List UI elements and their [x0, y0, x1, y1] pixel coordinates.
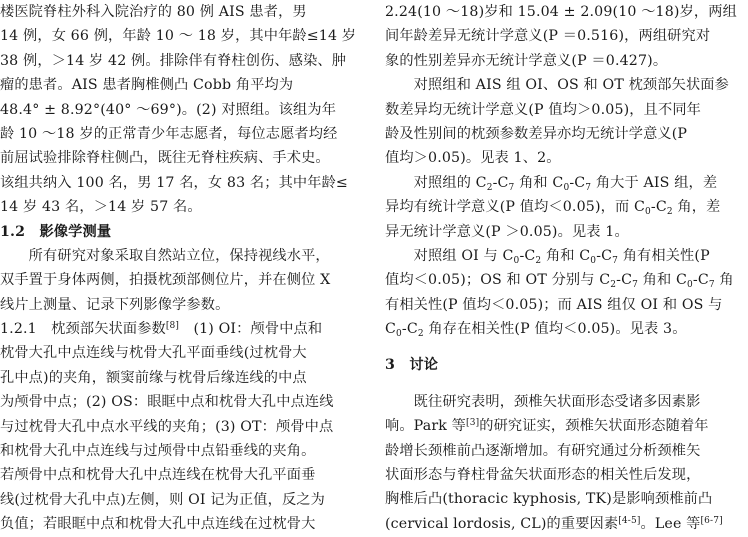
subscript: 2 — [610, 280, 617, 291]
text-line: 胸椎后凸(thoracic kyphosis, TK)是影响颈椎前凸 — [385, 491, 713, 508]
subscript: 2 — [486, 182, 493, 193]
section-heading: 3 讨论 — [385, 357, 439, 374]
subscript: 0 — [563, 182, 570, 193]
text-span: -C — [596, 247, 613, 264]
text-line — [385, 171, 747, 195]
text-line: 为颅骨中点；(2) OS：眼眶中点和枕骨大孔中点连线 — [0, 394, 334, 411]
right-column — [385, 0, 747, 536]
text-line: 有相关性(P 值均＜0.05)；而 AIS 组仅 OI 和 OS 与 — [385, 296, 723, 313]
text-line: 孔中点)的夹角，额窦前缘与枕骨后缘连线的中点 — [0, 369, 307, 386]
subscript: 2 — [535, 255, 542, 266]
subscript: 2 — [417, 329, 424, 340]
text-span: 异均有统计学意义(P 值均＜0.05)，而 C — [385, 199, 645, 216]
text-span: C — [385, 321, 397, 338]
text-span: 角大于 AIS 组，差 — [591, 174, 718, 191]
text-line: 枕骨大孔中点连线与枕骨大孔平面垂线(过枕骨大 — [0, 345, 307, 362]
citation-ref: [3] — [466, 418, 480, 429]
subscript: 7 — [585, 182, 592, 193]
section-gap — [385, 341, 747, 353]
text-line — [385, 414, 747, 438]
text-line: 间年龄差异无统计学意义(P ＝0.516)，两组研究对 — [385, 28, 711, 45]
text-span: 角，差 — [672, 199, 721, 216]
text-line: 和枕骨大孔中点连线与过颅骨中点铅垂线的夹角。 — [0, 443, 316, 460]
text-line: 14 例，女 66 例，年龄 10 ～ 18 岁，其中年龄≤14 岁 — [0, 28, 357, 45]
text-line: 所有研究对象采取自然站立位，保持视线水平， — [0, 247, 330, 264]
text-span: -C — [519, 247, 536, 264]
text-line: 数差异均无统计学意义(P 值均＞0.05)，且不同年 — [385, 101, 701, 118]
text-span: -C — [492, 174, 509, 191]
text-line: 瘤的患者。AIS 患者胸椎侧凸 Cobb 角平均为 — [0, 77, 294, 94]
text-line: 既往研究表明，颈椎矢状面形态受诸多因素影 — [385, 393, 701, 410]
subsection-heading: 1.2 影像学测量 — [0, 223, 112, 240]
text-span: 角和 C — [638, 272, 688, 289]
subscript: 0 — [590, 255, 597, 266]
text-line: 状面形态与脊柱骨盆矢状面形态的相关性后发现， — [385, 467, 701, 484]
text-span: 角和 C — [541, 247, 591, 264]
text-span: 的研究证实，颈椎矢状面形态随着年 — [479, 418, 709, 435]
text-line: 该组共纳入 100 名，男 17 名，女 83 名；其中年龄≤ — [0, 174, 348, 191]
text-span: 角有相关性(P — [618, 247, 710, 264]
text-span: 值均＜0.05)；OS 和 OT 分别与 C — [385, 272, 611, 289]
subscript: 0 — [396, 329, 402, 340]
text-span: 对照组的 C — [385, 174, 487, 191]
text-line: 值均＞0.05)。见表 1、2。 — [385, 150, 561, 167]
text-span: -C — [616, 272, 633, 289]
subscript: 0 — [513, 255, 520, 266]
subsubsection-title: 1.2.1 枕颈部矢状面参数 — [0, 321, 166, 338]
subscript: 0 — [644, 207, 651, 218]
text-line: 异无统计学意义(P ＞0.05)。见表 1。 — [385, 223, 629, 240]
text-span: (cervical lordosis, CL)的重要因素 — [385, 515, 619, 532]
text-line: 2.24(10 ～18)岁和 15.04 ± 2.09(10 ～18)岁，两组 — [385, 4, 737, 20]
text-line: 龄及性别间的枕颈参数差异亦均无统计学意义(P — [385, 125, 688, 142]
subscript: 2 — [666, 207, 673, 218]
text-span: -C — [692, 272, 709, 289]
text-line: 38 例，＞14 岁 42 例。排除伴有脊柱创伤、感染、肿 — [0, 52, 347, 69]
citation-ref: [8] — [165, 321, 180, 332]
subscript: 7 — [612, 255, 619, 266]
text-line — [385, 317, 747, 341]
subsubsection-heading — [0, 317, 362, 341]
text-span: 角和 C — [514, 174, 564, 191]
text-line: 48.4° ± 8.92°(40° ～69°)。(2) 对照组。该组为年 — [0, 101, 337, 118]
text-line: 若颅骨中点和枕骨大孔中点连线在枕骨大孔平面垂 — [0, 467, 316, 484]
text-line: 双手置于身体两侧，拍摄枕颈部侧位片，并在侧位 X — [0, 272, 331, 289]
citation-ref: [4-5] — [618, 515, 641, 526]
citation-ref: [6-7] — [700, 515, 723, 526]
text-span: 角存在相关性(P 值均＜0.05)。见表 3。 — [423, 321, 687, 338]
text-line: 与过枕骨大孔中点水平线的夹角；(3) OT：颅骨中点 — [0, 418, 334, 435]
text-span: -C — [650, 199, 667, 216]
text-line — [385, 244, 747, 268]
text-line: 线片上测量、记录下列影像学参数。 — [0, 296, 230, 313]
text-span: -C — [569, 174, 586, 191]
text-span: 响。Park 等 — [385, 418, 467, 435]
left-column — [0, 0, 362, 537]
text-line — [385, 268, 747, 292]
text-line — [385, 512, 747, 536]
text-line: 对照组和 AIS 组 OI、OS 和 OT 枕颈部矢状面参 — [385, 77, 729, 94]
text-line: 14 岁 43 名，＞14 岁 57 名。 — [0, 199, 202, 216]
subscript: 7 — [632, 280, 638, 291]
subscript: 0 — [687, 280, 693, 291]
text-span: 角 — [714, 272, 734, 289]
text-span: 。Lee 等 — [640, 515, 701, 532]
text-line: 前屈试验排除脊柱侧凸，既往无脊柱疾病、手术史。 — [0, 150, 330, 167]
text-line — [385, 195, 747, 219]
text-span: -C — [401, 321, 418, 338]
text-line: 线(过枕骨大孔中点)左侧，则 OI 记为正值，反之为 — [0, 491, 325, 508]
text-line: 象的性别差异亦无统计学意义(P ＝0.427)。 — [385, 52, 668, 69]
section-gap — [385, 378, 747, 390]
text-span: 对照组 OI 与 C — [385, 247, 514, 264]
text-line: 楼医院脊柱外科入院治疗的 80 例 AIS 患者，男 — [0, 4, 307, 20]
text-line: 龄 10 ～18 岁的正常青少年志愿者，每位志愿者均经 — [0, 125, 338, 142]
text-line: 负值；若眼眶中点和枕骨大孔中点连线在过枕骨大 — [0, 516, 316, 533]
subscript: 7 — [708, 280, 715, 291]
param-oi-text: (1) OI：颅骨中点和 — [193, 321, 323, 338]
subscript: 7 — [508, 182, 515, 193]
text-line: 龄增长颈椎前凸逐渐增加。有研究通过分析颈椎矢 — [385, 442, 701, 459]
